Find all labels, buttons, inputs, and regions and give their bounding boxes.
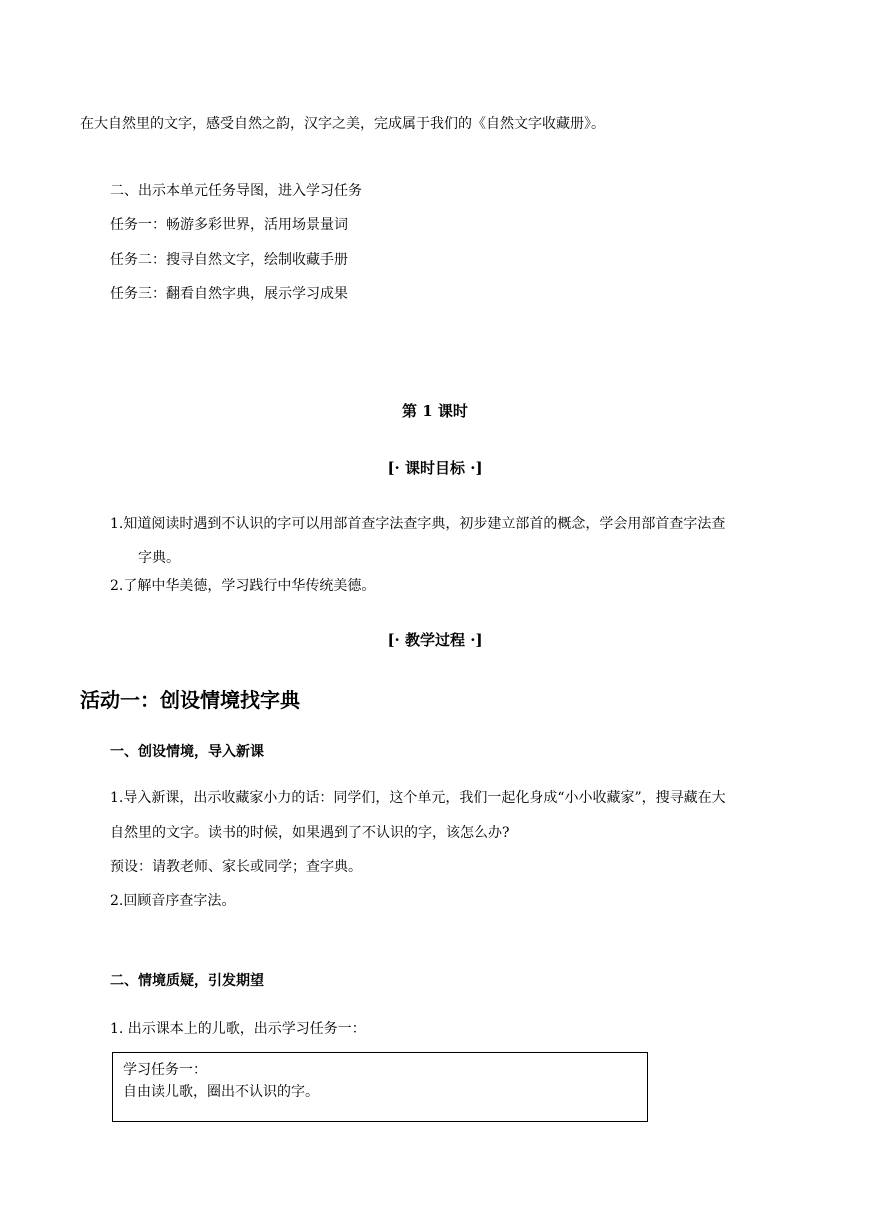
section-2-item-1: 1. 出示课本上的儿歌，出示学习任务一： xyxy=(110,1021,366,1037)
unit-task-1: 任务一：畅游多彩世界，活用场景量词 xyxy=(110,217,348,233)
section-1-item-1-line-1: 1.导入新课，出示收藏家小力的话：同学们，这个单元，我们一起化身成“小小收藏家”，搜寻藏在大 xyxy=(110,790,726,806)
intro-line: 在大自然里的文字，感受自然之韵，汉字之美，完成属于我们的《自然文字收藏册》。 xyxy=(80,116,605,132)
objectives-heading: [· 课时目标 ·] xyxy=(387,459,483,477)
objective-1-line-1: 1.知道阅读时遇到不认识的字可以用部首查字法查字典，初步建立部首的概念，学会用部首查字法查 xyxy=(110,516,726,532)
lesson-title: 第 1 课时 xyxy=(402,402,468,420)
section-1-item-2: 2.回顾音序查字法。 xyxy=(110,893,236,909)
unit-task-2: 任务二：搜寻自然文字，绘制收藏手册 xyxy=(110,252,348,268)
learning-task-box xyxy=(112,1052,648,1122)
process-heading: [· 教学过程 ·] xyxy=(387,631,483,649)
section-1-heading: 一、创设情境，导入新课 xyxy=(110,744,264,760)
section-1-preset: 预设：请教老师、家长或同学；查字典。 xyxy=(110,859,362,875)
unit-task-3: 任务三：翻看自然字典，展示学习成果 xyxy=(110,286,348,302)
activity-1-title: 活动一：创设情境找字典 xyxy=(80,688,300,712)
unit-tasks-heading: 二、出示本单元任务导图，进入学习任务 xyxy=(110,183,362,199)
objective-2: 2.了解中华美德，学习践行中华传统美德。 xyxy=(110,578,376,594)
section-2-heading: 二、情境质疑，引发期望 xyxy=(110,973,264,989)
task-box-body: 自由读儿歌，圈出不认识的字。 xyxy=(123,1084,319,1100)
objective-1-line-2: 字典。 xyxy=(138,550,180,566)
section-1-item-1-line-2: 自然里的文字。读书的时候，如果遇到了不认识的字，该怎么办? xyxy=(110,825,510,841)
task-box-title: 学习任务一： xyxy=(123,1062,207,1078)
